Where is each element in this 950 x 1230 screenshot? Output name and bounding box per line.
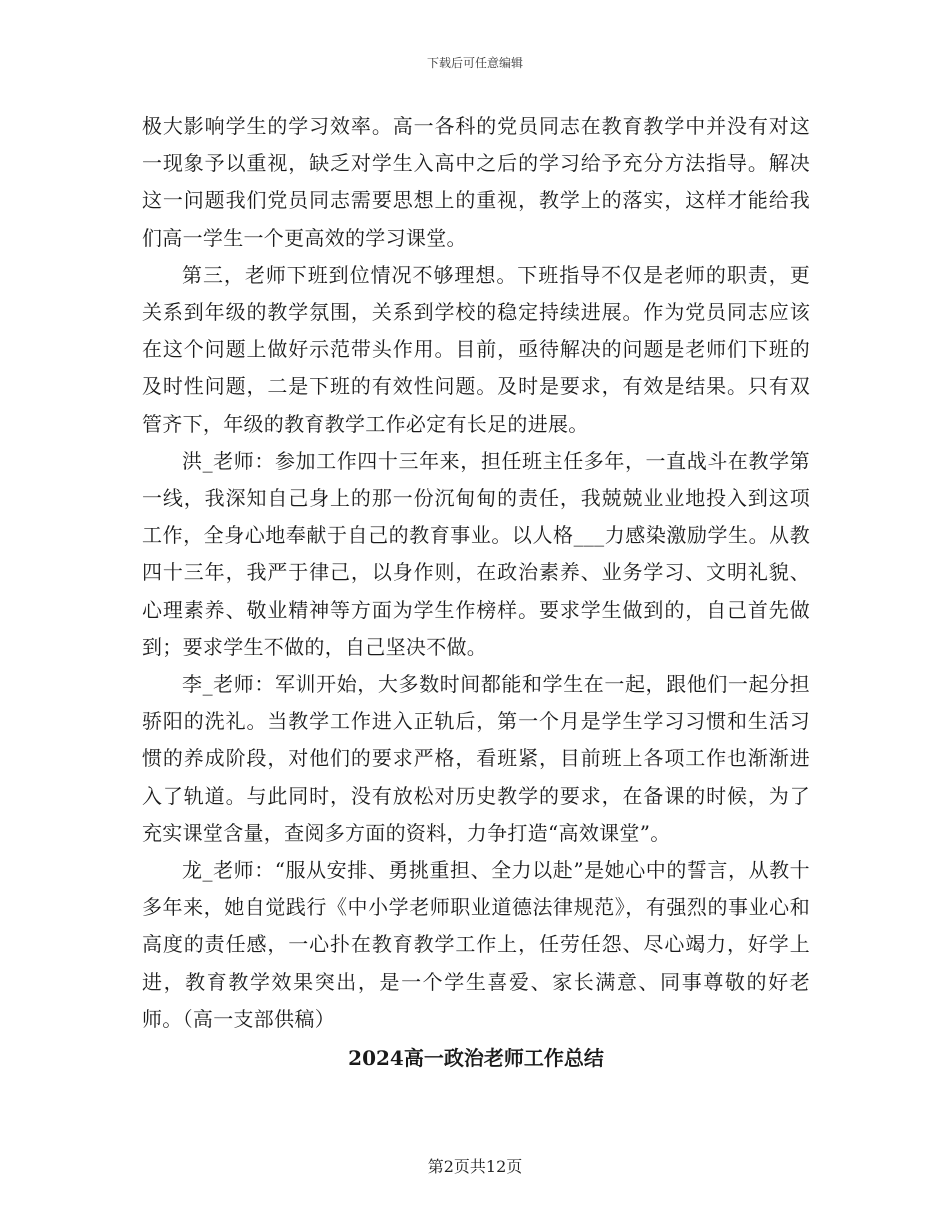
header-note: 下载后可任意编辑: [426, 56, 523, 70]
document-body: [142, 108, 810, 1077]
page-number: 第2页共12页: [427, 1157, 523, 1176]
paragraph-teacher-hong: 洪_老师：参加工作四十三年来，担任班主任多年，一直战斗在教学第一线，我深知自己身上的那一份沉甸甸的责任，我兢兢业业地投入到这项工作，全身心地奉献于自己的教育事业。以人格___力感染激励学生。从教四十三年，我严于律己，以身作则，在政治素养、业务学习、文明礼貌、心理素养、敬业精神等方面为学生作榜样。要求学生做到的，自己首先做到；要求学生不做的，自己坚决不做。: [142, 448, 810, 659]
paragraph-teacher-li: 李_老师：军训开始，大多数时间都能和学生在一起，跟他们一起分担骄阳的洗礼。当教学工作进入正轨后，第一个月是学生学习习惯和生活习惯的养成阶段，对他们的要求严格，看班紧，目前班上各项工作也渐渐进入了轨道。与此同时，没有放松对历史教学的要求，在备课的时候，为了充实课堂含量，查阅多方面的资料，力争打造“高效课堂”。: [142, 672, 810, 845]
paragraph-continuation: 极大影响学生的学习效率。高一各科的党员同志在教育教学中并没有对这一现象予以重视，缺乏对学生入高中之后的学习给予充分方法指导。解决这一问题我们党员同志需要思想上的重视，教学上的落实，这样才能给我们高一学生一个更高效的学习课堂。: [142, 114, 810, 250]
paragraph-teacher-long: 龙_老师：“服从安排、勇挑重担、全力以赴”是她心中的誓言，从教十多年来，她自觉践行《中小学老师职业道德法律规范》，有强烈的事业心和高度的责任感，一心扑在教育教学工作上，任劳任怨、尽心竭力，好学上进，教育教学效果突出，是一个学生喜爱、家长满意、同事尊敬的好老师。（高一支部供稿）: [142, 858, 810, 1031]
paragraph-third-point: 第三，老师下班到位情况不够理想。下班指导不仅是老师的职责，更关系到年级的教学氛围，关系到学校的稳定持续进展。作为党员同志应该在这个问题上做好示范带头作用。目前，亟待解决的问题是老师们下班的及时性问题，二是下班的有效性问题。及时是要求，有效是结果。只有双管齐下，年级的教育教学工作必定有长足的进展。: [142, 262, 810, 436]
section-title: 2024高一政治老师工作总结: [348, 1046, 604, 1071]
